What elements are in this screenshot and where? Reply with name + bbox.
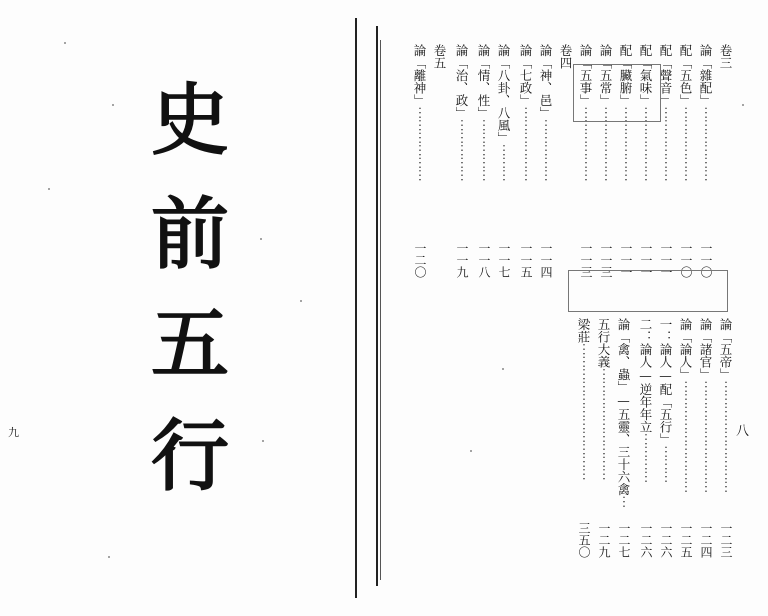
left-page-number: 九 (8, 426, 19, 439)
toc-col-bottom-1: 論「五帝」⋯⋯⋯⋯⋯⋯⋯⋯⋯ (718, 318, 733, 493)
toc-num-bottom-4: 一二六 (659, 522, 673, 558)
toc-col-bottom-7: 五行大義⋯⋯⋯⋯⋯⋯⋯⋯⋯ (596, 318, 611, 481)
speck (48, 188, 50, 190)
toc-num-top-12: 一一七 (497, 242, 511, 278)
toc-num-bottom-1: 一二三 (719, 522, 733, 558)
speck (502, 368, 504, 370)
toc-num-bottom-5: 一二六 (639, 522, 653, 558)
toc-col-bottom-6: 論「禽、蟲」—五靈、三十六禽⋯ (616, 318, 631, 508)
toc-num-bottom-7: 一二九 (597, 522, 611, 558)
toc-col-top-13: 論「情、性」⋯⋯⋯⋯⋯ (476, 44, 491, 182)
toc-num-top-10: 一一四 (539, 242, 553, 278)
toc-num-top-7: 一一三 (599, 242, 613, 278)
toc-col-top-8: 論「五事」⋯⋯⋯⋯⋯⋯ (578, 44, 593, 182)
toc-num-top-14: 一一九 (455, 242, 469, 278)
toc-col-top-14: 論「治、政」⋯⋯⋯⋯⋯ (454, 44, 469, 182)
toc-num-top-13: 一一八 (477, 242, 491, 278)
title-char-4: 行 (150, 411, 229, 502)
toc-col-bottom-5: 二：論人—逆年年立⋯⋯⋯⋯ (638, 318, 653, 483)
toc-num-top-5: 一一一 (639, 242, 653, 278)
toc-col-bottom-4: 一：論人—配「五行」⋯⋯⋯ (658, 318, 673, 483)
right-page-number: 八 (736, 424, 750, 439)
toc-col-bottom-3: 論「論人」⋯⋯⋯⋯⋯⋯⋯⋯⋯ (678, 318, 693, 493)
toc-num-bottom-6: 一二七 (617, 522, 631, 558)
speck (470, 450, 472, 452)
toc-col-top-11: 論「七政」⋯⋯⋯⋯⋯⋯ (518, 44, 533, 182)
toc-num-top-16: 一二〇 (413, 242, 427, 278)
toc-col-top-15: 卷五 (432, 44, 447, 69)
gutter-line-1 (355, 18, 357, 598)
toc-num-top-11: 一一五 (519, 242, 533, 278)
speck (64, 42, 66, 44)
toc-col-top-7: 論「五常」⋯⋯⋯⋯⋯⋯ (598, 44, 613, 182)
speck (108, 556, 110, 558)
toc-col-top-12: 論「八卦、八風」⋯⋯⋯ (496, 44, 511, 182)
toc-col-top-10: 論「神、邑」⋯⋯⋯⋯⋯ (538, 44, 553, 182)
speck (112, 104, 114, 106)
title-char-1: 史 (150, 75, 229, 166)
toc-num-top-6: 一一一 (619, 242, 633, 278)
speck (260, 238, 262, 240)
toc-col-bottom-8: 梁莊⋯⋯⋯⋯⋯⋯⋯⋯⋯⋯⋯ (576, 318, 591, 481)
toc-num-bottom-8: 三五〇 (577, 522, 591, 558)
toc-num-top-4: 一一一 (659, 242, 673, 278)
speck (742, 104, 744, 106)
toc-num-top-8: 一一三 (579, 242, 593, 278)
toc-col-bottom-2: 論「諸官」⋯⋯⋯⋯⋯⋯⋯⋯⋯ (698, 318, 713, 493)
toc-num-bottom-2: 一二四 (699, 522, 713, 558)
toc-col-top-4: 配「聲音」⋯⋯⋯⋯⋯⋯ (658, 44, 673, 182)
toc-col-top-16: 論「離神」⋯⋯⋯⋯⋯⋯ (412, 44, 427, 182)
toc-col-top-1: 卷三 (718, 44, 733, 69)
toc-col-top-5: 配「氣味」⋯⋯⋯⋯⋯⋯ (638, 44, 653, 182)
title-char-3: 五 (150, 299, 229, 390)
toc-num-top-2: 一一〇 (699, 242, 713, 278)
toc-num-bottom-3: 一二五 (679, 522, 693, 558)
toc-col-top-6: 配「臟腑」⋯⋯⋯⋯⋯⋯ (618, 44, 633, 182)
gutter-line-3 (380, 40, 381, 580)
gutter-line-2 (376, 26, 378, 586)
speck (300, 300, 302, 302)
toc-col-top-3: 配「五色」⋯⋯⋯⋯⋯⋯ (678, 44, 693, 182)
toc-col-top-2: 論「雜配」⋯⋯⋯⋯⋯⋯ (698, 44, 713, 182)
title-char-2: 前 (150, 189, 229, 280)
toc-col-top-9: 卷四 (558, 44, 573, 69)
scan-box-middle (568, 270, 728, 312)
speck (262, 440, 264, 442)
toc-num-top-3: 一一〇 (679, 242, 693, 278)
scan-box-upper (573, 64, 661, 122)
